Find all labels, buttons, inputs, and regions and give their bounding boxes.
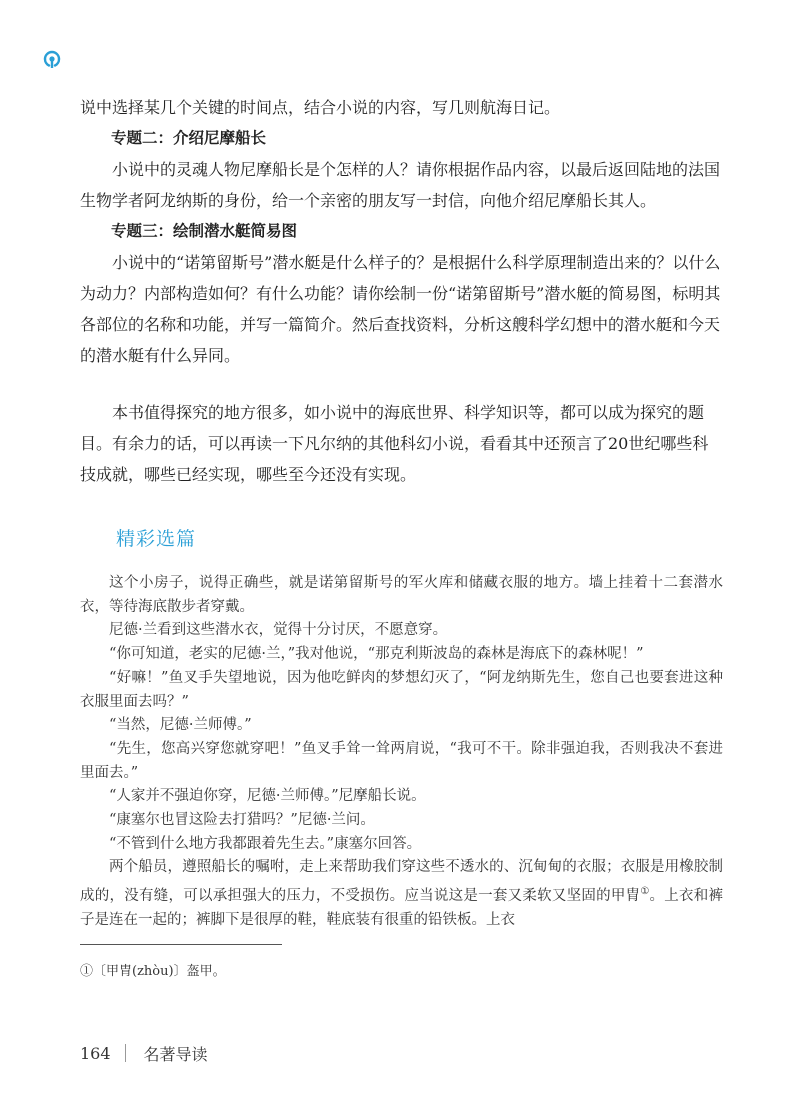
footnote-marker[interactable]: ① xyxy=(640,886,650,898)
excerpt xyxy=(80,572,723,932)
topic3-body: 小说中的“诺第留斯号”潜水艇是什么样子的？是根据什么科学原理制造出来的？以什么为动力？内部构造如何？有什么功能？请你绘制一份“诺第留斯号”潜水艇的简易图，标明其各部位的名称和功能，并写一篇简介。然后查找资料，分析这艘科学幻想中的潜水艇和今天的潜水艇有什么异同。 xyxy=(80,253,721,365)
excerpt-paragraph: “当然，尼德·兰师傅。” xyxy=(109,717,252,734)
excerpt-paragraph-last xyxy=(80,856,723,932)
footer-divider xyxy=(125,1044,126,1062)
book-title: 名著导读 xyxy=(143,1044,208,1064)
main-text xyxy=(80,92,723,490)
footnote: ①〔甲胄(zhòu)〕盔甲。 xyxy=(80,964,226,979)
excerpt-text: 两个船员，遵照船长的嘱咐，走上来帮助我们穿这些不透水的、沉甸甸的衣服；衣服是用橡胶制成的，没有缝，可以承担强大的压力，不受损伤。应当说这是一套又柔软又坚固的甲胄 xyxy=(80,859,723,904)
tower-signal-icon xyxy=(40,48,64,72)
excerpt-paragraph: “先生，您高兴穿您就穿吧！”鱼叉手耸一耸两肩说，“我可不干。除非强迫我，否则我决不套进里面去。” xyxy=(80,740,723,781)
topic3-heading: 专题三：绘制潜水艇简易图 xyxy=(111,222,298,240)
paragraph-continuation: 说中选择某几个关键的时间点，结合小说的内容，写几则航海日记。 xyxy=(80,98,561,117)
excerpt-text: 。上衣和裤子是连在一起的；裤脚下是很厚的鞋，鞋底装有很重的铅铁板。上衣 xyxy=(80,887,724,928)
excerpt-paragraph: “好嘛！”鱼叉手失望地说，因为他吃鲜肉的梦想幻灭了，“阿龙纳斯先生，您自己也要套进这种衣服里面去吗？” xyxy=(80,669,723,710)
excerpt-paragraph: “人家并不强迫你穿，尼德·兰师傅。”尼摩船长说。 xyxy=(109,788,426,805)
topic2-body: 小说中的灵魂人物尼摩船长是个怎样的人？请你根据作品内容，以最后返回陆地的法国生物学者阿龙纳斯的身份，给一个亲密的朋友写一封信，向他介绍尼摩船长其人。 xyxy=(80,160,721,210)
page-footer xyxy=(80,1043,208,1063)
excerpt-paragraph: “不管到什么地方我都跟着先生去。”康塞尔回答。 xyxy=(109,835,422,852)
topic2-heading: 专题二：介绍尼摩船长 xyxy=(111,129,267,147)
excerpt-paragraph: 尼德·兰看到这些潜水衣，觉得十分讨厌，不愿意穿。 xyxy=(109,622,448,639)
page-number: 164 xyxy=(80,1043,111,1063)
closing-paragraph: 本书值得探究的地方很多，如小说中的海底世界、科学知识等，都可以成为探究的题目。有余力的话，可以再读一下凡尔纳的其他科幻小说，看看其中还预言了20世纪哪些科技成就，哪些已经实现，哪些至今还没有实现。 xyxy=(80,403,709,484)
excerpt-paragraph: “康塞尔也冒这险去打猎吗？”尼德·兰问。 xyxy=(109,812,375,829)
section-title: 精彩选篇 xyxy=(116,528,197,550)
excerpt-paragraph: 这个小房子，说得正确些，就是诺第留斯号的军火库和储藏衣服的地方。墙上挂着十二套潜水衣，等待海底散步者穿戴。 xyxy=(80,575,723,615)
excerpt-paragraph: “你可知道，老实的尼德·兰，”我对他说，“那克利斯波岛的森林是海底下的森林呢！” xyxy=(109,646,644,663)
footnote-divider xyxy=(80,944,282,945)
